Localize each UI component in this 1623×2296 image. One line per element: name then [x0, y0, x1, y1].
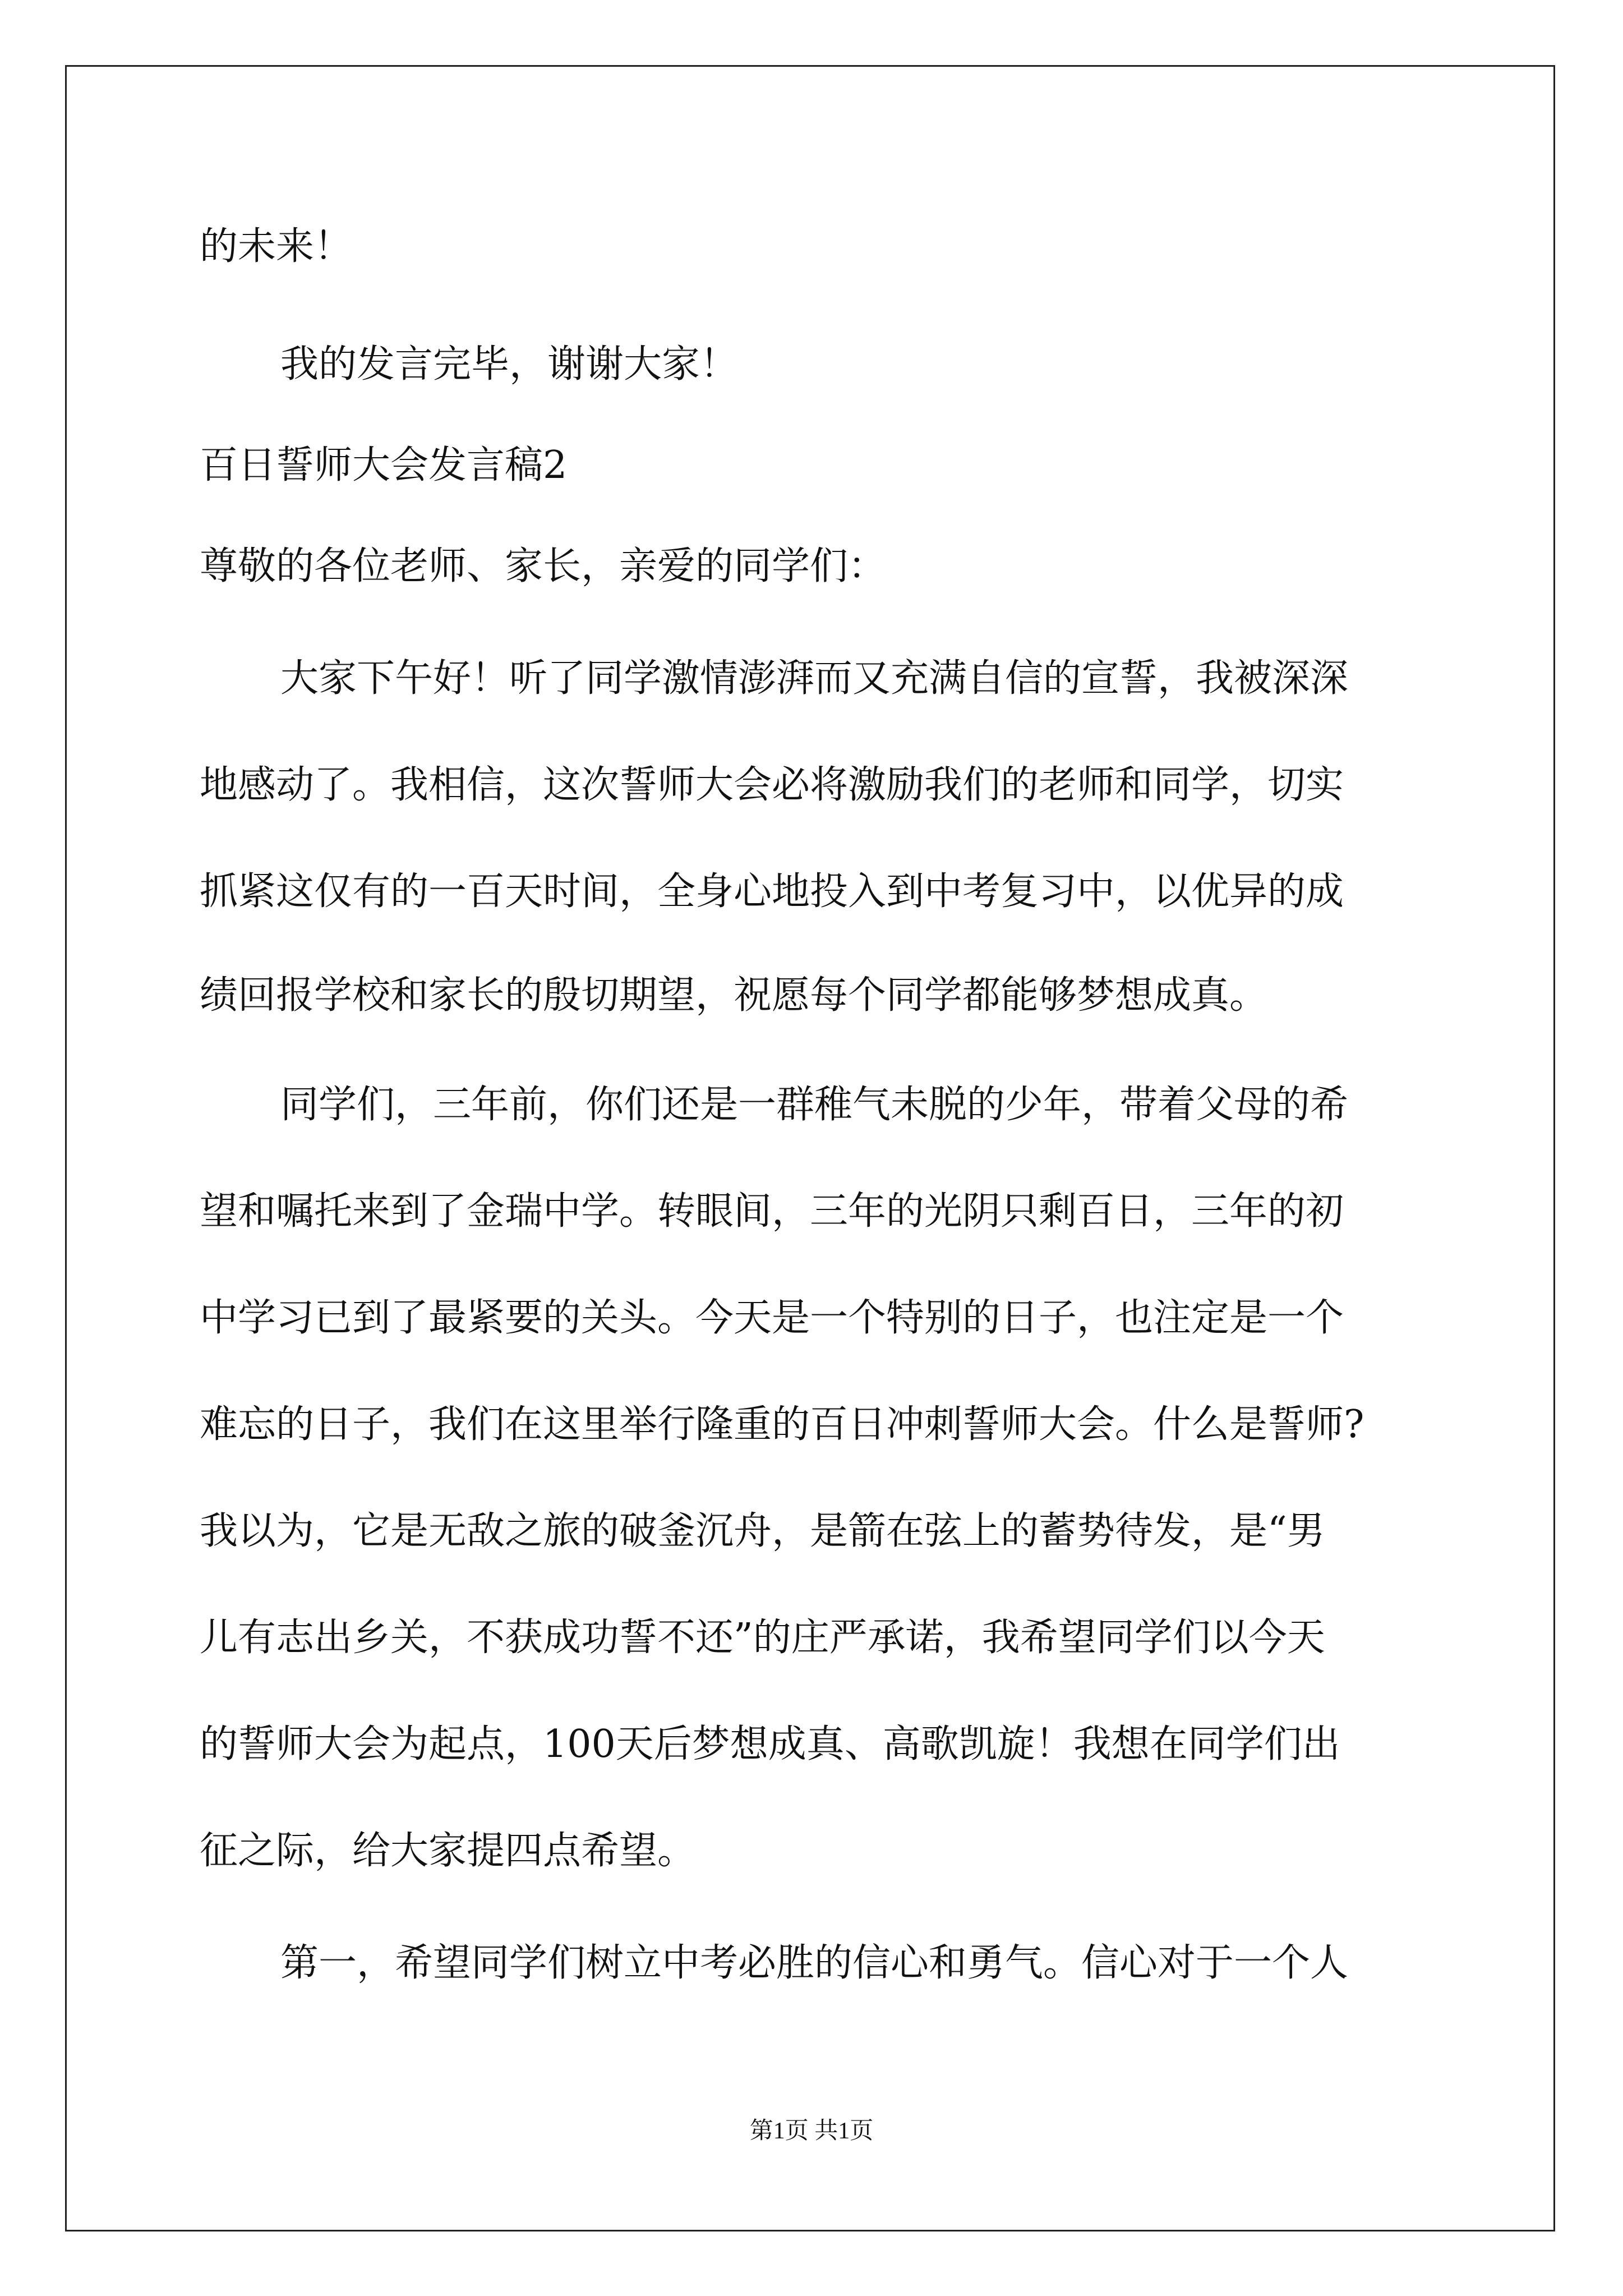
page-number-footer: 第1页 共1页	[749, 2118, 874, 2144]
text-line: 的誓师大会为起点，100天后梦想成真、高歌凯旋！我想在同学们出	[200, 1722, 1340, 1766]
text-line: 我的发言完毕，谢谢大家！	[280, 342, 739, 386]
text-line: 中学习已到了最紧要的关头。今天是一个特别的日子，也注定是一个	[200, 1296, 1344, 1340]
text-line: 难忘的日子，我们在这里举行隆重的百日冲刺誓师大会。什么是誓师?	[200, 1402, 1364, 1447]
text-line: 绩回报学校和家长的殷切期望，祝愿每个同学都能够梦想成真。	[200, 973, 1268, 1018]
text-line: 儿有志出乡关，不获成功誓不还”的庄严承诺，我希望同学们以今天	[200, 1616, 1325, 1660]
text-line: 大家下午好！听了同学激情澎湃而又充满自信的宣誓，我被深深	[280, 656, 1349, 701]
section-heading: 百日誓师大会发言稿2	[200, 443, 568, 487]
text-line: 第一，希望同学们树立中考必胜的信心和勇气。信心对于一个人	[280, 1941, 1349, 1985]
text-line: 地感动了。我相信，这次誓师大会必将激励我们的老师和同学，切实	[200, 763, 1344, 807]
text-line: 征之际，给大家提四点希望。	[200, 1829, 696, 1873]
text-line: 抓紧这仅有的一百天时间，全身心地投入到中考复习中，以优异的成	[200, 869, 1344, 914]
text-line: 望和嘱托来到了金瑞中学。转眼间，三年的光阴只剩百日，三年的初	[200, 1189, 1344, 1234]
text-line: 同学们，三年前，你们还是一群稚气未脱的少年，带着父母的希	[280, 1083, 1349, 1127]
text-line: 的未来！	[200, 224, 353, 269]
salutation: 尊敬的各位老师、家长，亲爱的同学们：	[200, 544, 887, 588]
text-line: 我以为，它是无敌之旅的破釜沉舟，是箭在弦上的蓄势待发，是“男	[200, 1509, 1325, 1553]
